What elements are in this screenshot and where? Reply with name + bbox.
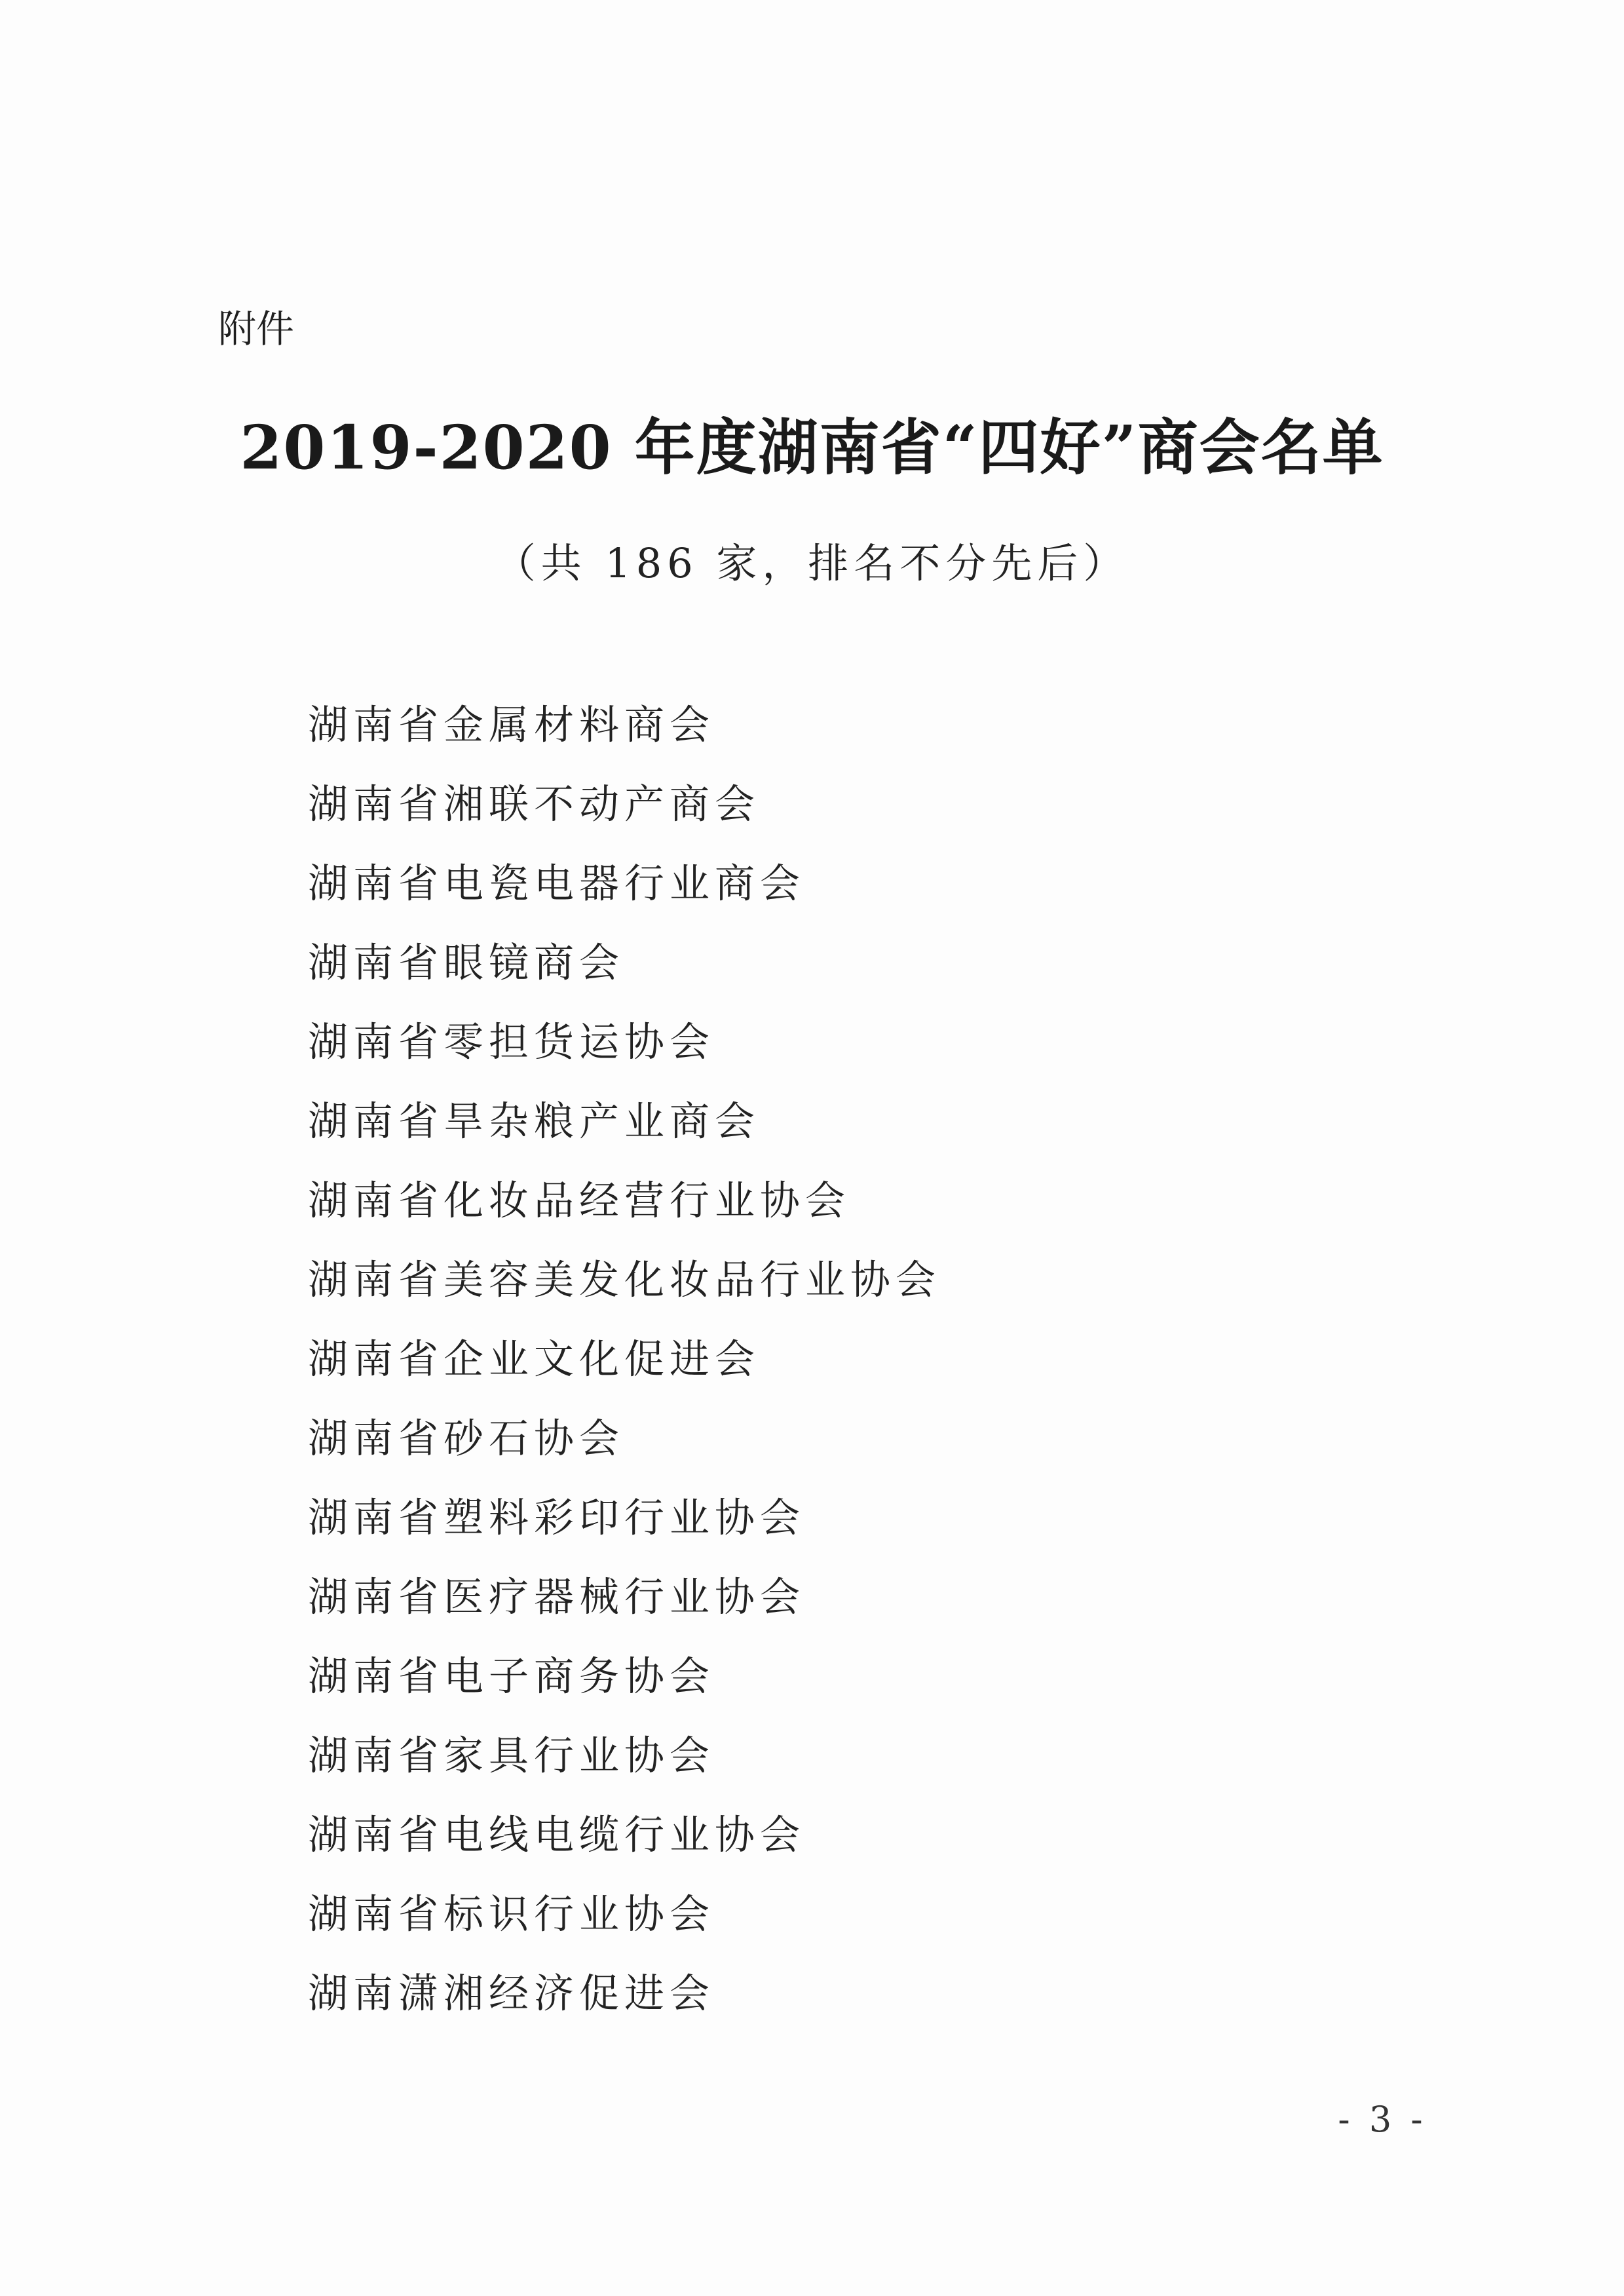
- organization-item: 湖南潇湘经济促进会: [308, 1970, 715, 2017]
- document-subtitle: （共 186 家，排名不分先后）: [495, 539, 1129, 587]
- organization-item: 湖南省美容美发化妆品行业协会: [308, 1257, 941, 1303]
- organization-item: 湖南省家具行业协会: [308, 1732, 715, 1779]
- organization-item: 湖南省医疗器械行业协会: [308, 1574, 806, 1620]
- organization-item: 湖南省砂石协会: [308, 1415, 625, 1462]
- organization-item: 湖南省金属材料商会: [308, 702, 715, 748]
- organization-item: 湖南省企业文化促进会: [308, 1336, 761, 1383]
- organization-item: 湖南省塑料彩印行业协会: [308, 1495, 806, 1541]
- organization-item: 湖南省电线电缆行业协会: [308, 1812, 806, 1858]
- organization-list: [308, 695, 941, 2042]
- organization-item: 湖南省化妆品经营行业协会: [308, 1177, 851, 1224]
- organization-item: 湖南省零担货运协会: [308, 1019, 715, 1065]
- organization-item: 湖南省旱杂粮产业商会: [308, 1098, 761, 1145]
- organization-item: 湖南省标识行业协会: [308, 1891, 715, 1938]
- organization-item: 湖南省眼镜商会: [308, 940, 625, 986]
- attachment-label: 附件: [218, 307, 295, 351]
- page-number: - 3 -: [1338, 2099, 1427, 2140]
- organization-item: 湖南省电子商务协会: [308, 1653, 715, 1700]
- document-title: 2019-2020 年度湖南省“四好”商会名单: [240, 412, 1384, 483]
- organization-item: 湖南省电瓷电器行业商会: [308, 860, 806, 907]
- organization-item: 湖南省湘联不动产商会: [308, 781, 761, 828]
